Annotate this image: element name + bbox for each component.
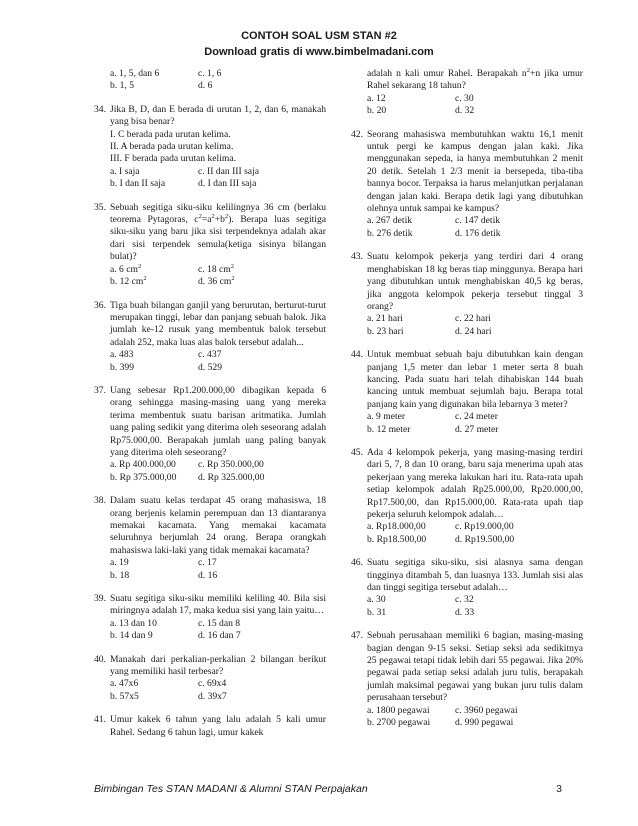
- question-text: Sebuah perusahaan memiliki 6 bagian, masing-masing bagian dengan 9-15 seksi. Setiap seksi ada sedikitnya 25 pegawai tetapi tidak lebih dari 55 pegawai. Jika 20% pegawai pada setiap seksi adalah juru tulis, berapakah jumlah maksimal pegawai yang bukan juru tulis dalam perusahaan tersebut?: [367, 630, 583, 704]
- question-number: 34.: [94, 103, 106, 115]
- option: d. 36 $cm^2$: [198, 274, 235, 288]
- question-41-continued: [351, 68, 583, 118]
- option: c. II dan III saja: [198, 165, 259, 177]
- question-35: [94, 202, 326, 289]
- statement: III. F berada pada urutan kelima.: [110, 153, 236, 165]
- option: c. Rp19.000,00: [455, 521, 514, 533]
- header-title: CONTOH SOAL USM STAN #2: [241, 30, 397, 42]
- option: d. 529: [198, 361, 222, 373]
- option: c. 437: [198, 349, 222, 361]
- header-subtitle: Download gratis di www.bimbelmadani.com: [204, 46, 434, 58]
- options: [367, 521, 583, 546]
- options: [110, 166, 326, 191]
- question-39: [94, 593, 326, 643]
- question-number: 45.: [351, 446, 363, 458]
- question-36: [94, 300, 326, 374]
- footer-text: Bimbingan Tes STAN MADANI & Alumni STAN Perpajakan: [94, 783, 368, 795]
- option: c. 30: [455, 92, 474, 104]
- question-46: [351, 557, 583, 619]
- question-number: 36.: [94, 299, 106, 311]
- question-38: [94, 495, 326, 582]
- option: d. 33: [455, 606, 475, 618]
- question-text-continued: adalah n kali umur Rahel. Berapakah $n^2+n$ jika umur Rahel sekarang 18 tahun?: [367, 66, 583, 92]
- option: a. 21 hari: [367, 313, 403, 325]
- question-text: Suatu segitiga siku-siku memiliki keliling 40. Bila sisi miringnya adalah 17, maka kedua sisi yang lain yaitu…: [110, 593, 326, 617]
- option: d. I dan III saja: [198, 178, 257, 190]
- option: d. 176 detik: [455, 227, 501, 239]
- option: b. 23 hari: [367, 325, 404, 337]
- question-text: Uang sebesar Rp1.200.000,00 dibagikan kepada 6 orang sehingga masing-masing uang yang mereka terima membentuk suatu barisan aritmatika. Jumlah uang paling sedikit yang diterima oleh seseorang adalah Rp75.000,00. Berapakah jumlah uang paling banyak yang diterima oleh seseorang?: [110, 384, 326, 458]
- option: b. 18: [110, 569, 130, 581]
- option: a. 9 meter: [367, 411, 406, 423]
- option: d. 16: [198, 569, 218, 581]
- question-47: [351, 630, 583, 729]
- option: b. 276 detik: [367, 227, 413, 239]
- options: [110, 264, 326, 289]
- options: [110, 349, 326, 374]
- question-text: Dalam suatu kelas terdapat 45 orang mahasiswa, 18 orang berjenis kelamin perempuan dan 13 diantaranya memakai kacamata. Yang memakai kacamata seluruhnya berjumlah 24 orang. Berapa orangkah mahasiswa laki-laki yang tidak memakai kacamata?: [110, 495, 326, 556]
- option: b. 31: [367, 606, 387, 618]
- option: d. Rp 325.000,00: [198, 471, 265, 483]
- page-number: 3: [556, 783, 562, 795]
- options: [110, 678, 326, 703]
- question-42: [351, 129, 583, 241]
- page-footer: [94, 782, 560, 796]
- question-number: 42.: [351, 128, 363, 140]
- option: a. 13 dan 10: [110, 617, 157, 629]
- option: b. 399: [110, 361, 134, 373]
- question-number: 40.: [94, 653, 106, 665]
- option: d. 39x7: [198, 690, 227, 702]
- option: c. 3960 pegawai: [455, 704, 518, 716]
- option: a. 47x6: [110, 678, 139, 690]
- question-number: 38.: [94, 495, 106, 507]
- option: b. 12 meter: [367, 423, 411, 435]
- option: b. 2700 pegawai: [367, 717, 431, 729]
- options: [367, 594, 583, 619]
- option: c. 69x4: [198, 678, 227, 690]
- question-40: [94, 654, 326, 704]
- options: [367, 93, 583, 118]
- options: [110, 618, 326, 643]
- question-text: Suatu segitiga siku-siku, sisi alasnya sama dengan tingginya ditambah 5, dan luasnya 133. Jumlah sisi alas dan tinggi segitiga tersebut adalah…: [367, 557, 583, 594]
- option: a. 19: [110, 557, 129, 569]
- option: d. 27 meter: [455, 423, 499, 435]
- question-37: [94, 385, 326, 484]
- question-number: 35.: [94, 201, 106, 213]
- option: a. Rp18.000,00: [367, 521, 426, 533]
- question-number: 41.: [94, 714, 106, 726]
- statement-list: [110, 129, 326, 166]
- option: d. 32: [455, 105, 475, 117]
- option: b. I dan II saja: [110, 178, 166, 190]
- question-text: Suatu kelompok pekerja yang terdiri dari 4 orang menghabiskan 18 kg beras tiap minggunya. Berapa hari yang dibutuhkan untuk menghabiskan 40,5 kg beras, jika anggota kelompok pekerja tersebut tinggal 3 orang?: [367, 251, 583, 312]
- option: a. 267 detik: [367, 215, 413, 227]
- option: c. 147 detik: [455, 215, 501, 227]
- option: a. I saja: [110, 165, 140, 177]
- option: b. 20: [367, 105, 387, 117]
- option: c. 17: [198, 557, 217, 569]
- options: [110, 459, 326, 484]
- question-44: [351, 349, 583, 436]
- question-text: Jika B, D, dan E berada di urutan 1, 2, dan 6, manakah yang bisa benar?: [110, 103, 326, 128]
- option: b. 1, 5: [110, 80, 134, 92]
- question-number: 44.: [351, 349, 363, 361]
- options: [367, 705, 583, 730]
- option: b. 14 dan 9: [110, 630, 153, 642]
- options: [110, 557, 326, 582]
- right-column: [351, 68, 583, 741]
- option: d. Rp19.500,00: [455, 533, 515, 545]
- option: a. 483: [110, 349, 134, 361]
- options: [367, 411, 583, 436]
- option: c. 24 meter: [455, 411, 498, 423]
- statement: I. C berada pada urutan kelima.: [110, 128, 231, 140]
- option: c. 15 dan 8: [198, 617, 241, 629]
- option: b. Rp18.500,00: [367, 533, 427, 545]
- option: c. 22 hari: [455, 313, 491, 325]
- question-text: Untuk membuat sebuah baju dibutuhkan kain dengan panjang 1,5 meter dan lebar 1 meter serta 8 buah kancing. Pada suatu hari telah dihabiskan 144 buah kancing untuk membuat sejumlah baju. Berapa total panjang kain yang digunakan bila lebarnya 3 meter?: [367, 349, 583, 410]
- option: c. 1, 6: [198, 68, 222, 79]
- option: a. 1, 5, dan 6: [110, 68, 160, 79]
- question-text: Sebuah segitiga siku-siku kelilingnya 36 cm (berlaku teorema Pytagoras, $c^2=a^2+b^2$). Berapa luas segitiga siku-siku yang baru jika sisi terpendeknya adalah akar dari sisi terpendek semula(ketiga sisinya bilangan bulat)?: [110, 201, 327, 263]
- question-45: [351, 447, 583, 546]
- options: [367, 313, 583, 338]
- question-text: Umur kakek 6 tahun yang lalu adalah 5 kali umur Rahel. Sedang 6 tahun lagi, umur kakek: [110, 714, 326, 738]
- question-number: 43.: [351, 251, 363, 263]
- option: b. 12 $cm^2$: [110, 274, 147, 288]
- left-column: [94, 68, 326, 750]
- option: d. 16 dan 7: [198, 630, 241, 642]
- question-number: 46.: [351, 557, 363, 569]
- option: a. Rp 400.000,00: [110, 459, 176, 471]
- option: b. Rp 375.000,00: [110, 471, 177, 483]
- option: d. 990 pegawai: [455, 717, 514, 729]
- question-number: 47.: [351, 630, 363, 642]
- page-header: [0, 28, 638, 60]
- option: a. 1800 pegawai: [367, 704, 430, 716]
- question-number: 37.: [94, 384, 106, 396]
- question-text: Tiga buah bilangan ganjil yang berurutan, berturut-turut merupakan tinggi, lebar dan panjang sebuah balok. Jika jumlah ke-12 rusuk yang membentuk balok tersebut adalah 252, maka luas alas balok tersebut adalah...: [110, 299, 326, 348]
- statement: II. A berada pada urutan kelima.: [110, 141, 234, 153]
- question-43: [351, 251, 583, 338]
- options: [367, 215, 583, 240]
- question-number: 39.: [94, 593, 106, 605]
- option: a. 12: [367, 92, 386, 104]
- question-text: Seorang mahasiswa membutuhkan waktu 16,1 menit untuk pergi ke kampus dengan jalan kaki. Jika menggunakan sepeda, ia hanya membutuhkan 2 menit 20 detik. Setelah 1 2/3 menit ia bersepeda, tiba-tiba bannya bocor. Terpaksa ia harus melanjutkan perjalanan dengan jalan kaki. Berapa detik lagi yang dibutuhkan olehnya untuk sampai ke kampus?: [367, 128, 583, 215]
- option: c. Rp 350.000,00: [198, 459, 264, 471]
- option: c. 32: [455, 594, 474, 606]
- question-text: Ada 4 kelompok pekerja, yang masing-masing terdiri dari 5, 7, 8 dan 10 orang, baru saja menerima upah atas pekerjaan yang mereka lakukan hari itu. Rata-rata upah setiap kelompok adalah Rp25.000,00, Rp20.000,00, Rp17.500,00, dan Rp15.000,00. Rata-rata upah tiap pekerja seluruh kelompok adalah…: [367, 446, 583, 520]
- question-34: [94, 104, 326, 191]
- option: d. 24 hari: [455, 325, 492, 337]
- carryover-options: [94, 68, 326, 93]
- option: a. 30: [367, 594, 386, 606]
- option: c. 18 $cm^2$: [198, 262, 235, 275]
- option: d. 6: [198, 80, 213, 92]
- option: b. 57x5: [110, 690, 139, 702]
- question-text: Manakah dari perkalian-perkalian 2 bilangan berikut yang memiliki hasil terbesar?: [110, 653, 326, 678]
- option: a. 6 $cm^2$: [110, 262, 142, 275]
- question-41: [94, 714, 326, 739]
